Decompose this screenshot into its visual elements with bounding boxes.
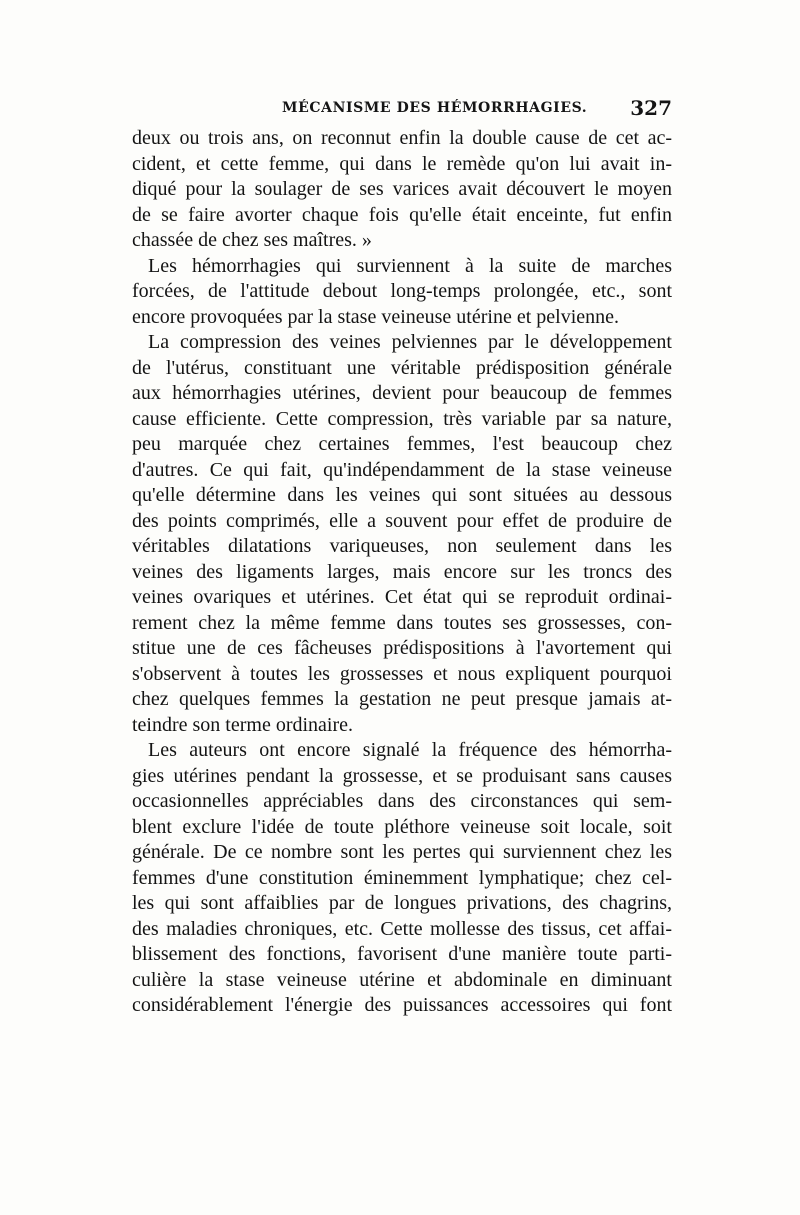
text-line: blissement des fonctions, favorisent d'une manière toute parti- [132,943,672,965]
text-line: chassée de chez ses maîtres. » [132,229,372,251]
paragraph-2 [132,254,672,331]
running-head [132,96,672,122]
text-line: d'autres. Ce qui fait, qu'indépendamment de la stase veineuse [132,458,672,481]
text-line: culière la stase veineuse utérine et abdominale en diminuant [132,968,672,991]
text-line: rement chez la même femme dans toutes ses grossesses, con- [132,611,672,634]
text-line: aux hémorrhagies utérines, devient pour beaucoup de femmes [132,382,672,404]
text-line: diqué pour la soulager de ses varices avait découvert le moyen [132,178,672,200]
text-line: forcées, de l'attitude debout long-temps prolongée, etc., sont [132,280,672,302]
text-line: femmes d'une constitution éminemment lymphatique; chez cel- [132,866,672,889]
text-line: générale. De ce nombre sont les pertes qui surviennent chez les [132,841,672,863]
text-line: teindre son terme ordinaire. [132,713,354,736]
text-line: les qui sont affaiblies par de longues privations, des chagrins, [132,892,672,914]
text-line: blent exclure l'idée de toute pléthore veineuse soit locale, soit [132,815,672,838]
text-line: cause efficiente. Cette compression, très variable par sa nature, [132,407,672,430]
text-line: des points comprimés, elle a souvent pour effet de produire de [132,509,672,532]
text-line: veines des ligaments larges, mais encore sur les troncs des [132,560,672,583]
text-line: des maladies chroniques, etc. Cette mollesse des tissus, cet affai- [132,917,672,940]
paragraph-3 [132,330,672,738]
text-line: deux ou trois ans, on reconnut enfin la double cause de cet ac- [132,127,672,149]
text-line: qu'elle détermine dans les veines qui sont situées au dessous [132,484,672,506]
paragraph-1 [132,126,672,254]
text-line: stitue une de ces fâcheuses prédispositions à l'avortement qui [132,637,672,659]
running-title: MÉCANISME DES HÉMORRHAGIES. [282,100,588,116]
paragraph-4 [132,738,672,1019]
text-line: La compression des veines pelviennes par le développement [148,331,672,353]
text-line: véritables dilatations variqueuses, non seulement dans les [132,535,672,557]
text-line: de l'utérus, constituant une véritable prédisposition générale [132,356,672,379]
text-line: gies utérines pendant la grossesse, et se produisant sans causes [132,764,672,787]
text-line: s'observent à toutes les grossesses et nous expliquent pourquoi [132,662,672,685]
text-line: de se faire avorter chaque fois qu'elle était enceinte, fut enfin [132,203,672,226]
body-text [132,126,672,1019]
text-line: occasionnelles appréciables dans des circonstances qui sem- [132,790,672,812]
text-line: peu marquée chez certaines femmes, l'est beaucoup chez [132,433,672,455]
text-line: encore provoquées par la stase veineuse utérine et pelvienne. [132,305,620,328]
text-line: cident, et cette femme, qui dans le remède qu'on lui avait in- [132,152,672,175]
text-line: Les hémorrhagies qui surviennent à la suite de marches [148,254,672,277]
text-line: considérablement l'énergie des puissances accessoires qui font [132,994,672,1016]
text-line: chez quelques femmes la gestation ne peut presque jamais at- [132,688,672,710]
text-line: Les auteurs ont encore signalé la fréquence des hémorrha- [148,739,672,761]
page-number: 327 [630,96,672,120]
text-line: veines ovariques et utérines. Cet état qui se reproduit ordinai- [132,586,672,608]
